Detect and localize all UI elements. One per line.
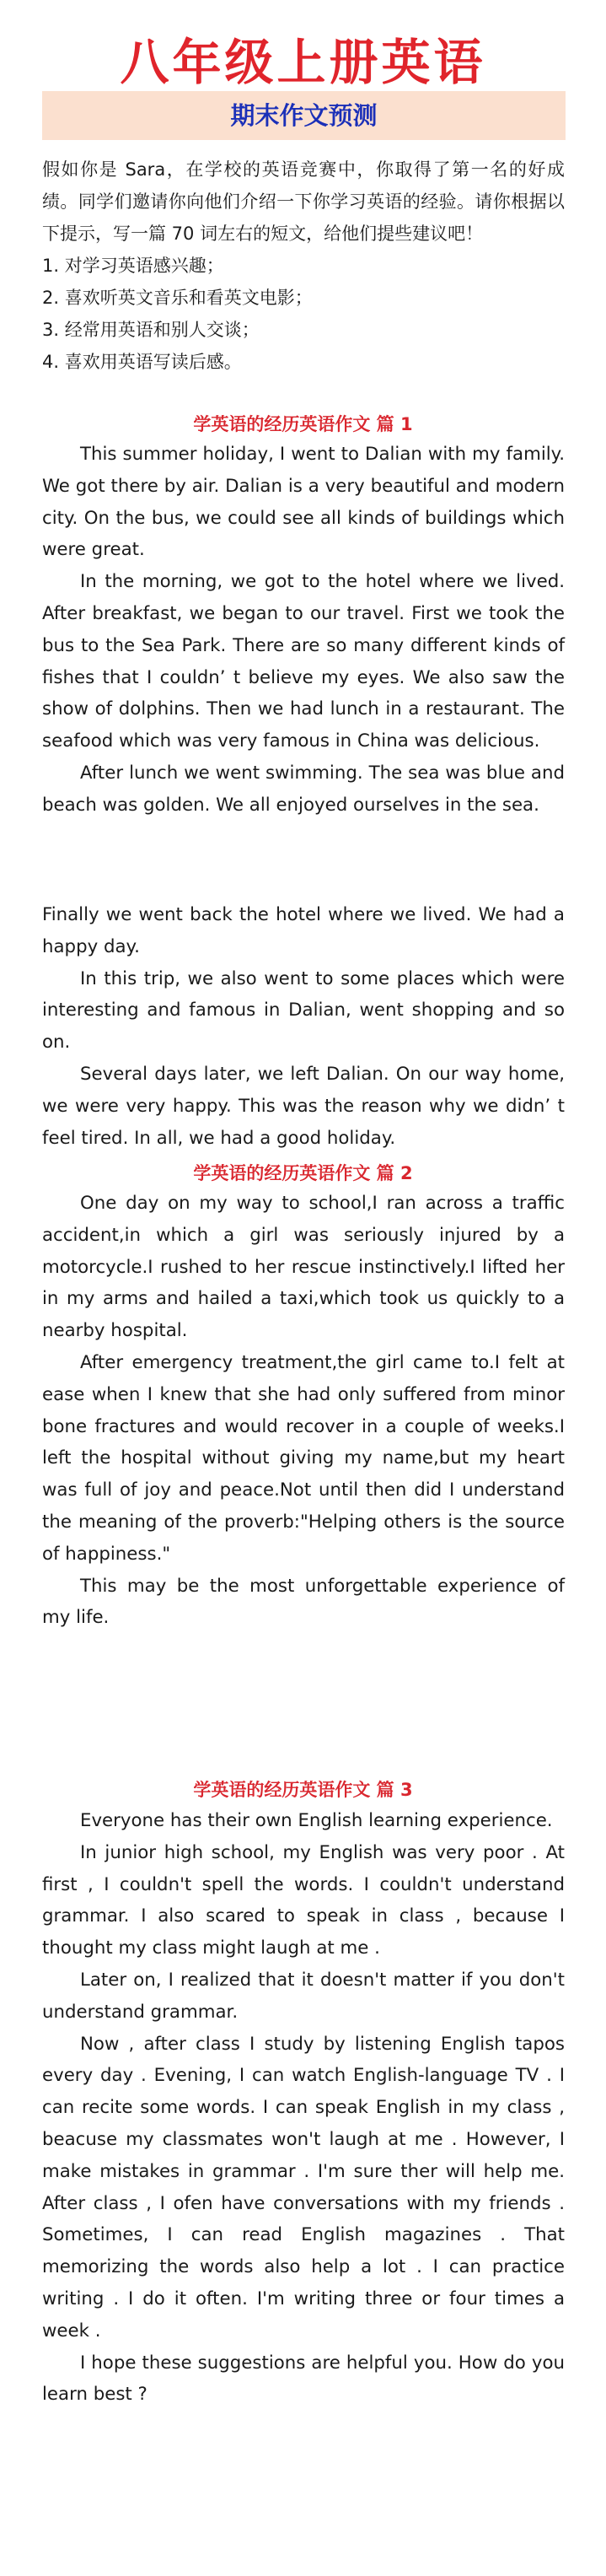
essay-2-body: [42, 1188, 565, 1634]
prompt-tip: 4. 喜欢用英语写读后感。: [42, 352, 242, 372]
essay-3-body: [42, 1805, 565, 2411]
essay-paragraph: In this trip, we also went to some places which were interesting and famous in Dalian, went shopping and so on.: [42, 967, 565, 1054]
prompt-tip: 2. 喜欢听英文音乐和看英文电影；: [42, 288, 313, 308]
essay-paragraph: In junior high school, my English was very poor . At first , I couldn't spell the words. I couldn't understand grammar. I also scared to speak in class , because I thought my class might laugh at me .: [42, 1841, 565, 1959]
essay-3-heading: 学英语的经历英语作文 篇 3: [193, 1780, 413, 1800]
essay-paragraph: Finally we went back the hotel where we lived. We had a happy day.: [42, 904, 565, 957]
essay-paragraph: Everyone has their own English learning experience.: [80, 1810, 553, 1831]
essay-paragraph: Later on, I realized that it doesn't matter if you don't understand grammar.: [42, 1969, 565, 2023]
essay-1-body-part1: [42, 439, 565, 822]
essay-paragraph: In the morning, we got to the hotel where we lived. After breakfast, we began to our travel. First we took the bus to the Sea Park. There are so many different kinds of fishes that I couldn’ t believe my eyes. We also saw the show of dolphins. Then we had lunch in a restaurant. The seafood which was very famous in China was delicious.: [42, 571, 565, 752]
essay-paragraph: Several days later, we left Dalian. On our way home, we were very happy. This was the reason why we didn’ t feel tired. In all, we had a good holiday.: [42, 1063, 565, 1149]
essay-paragraph: After emergency treatment,the girl came to.I felt at ease when I knew that she had only suffered from minor bone fractures and would recover in a couple of weeks.I left the hospital without giving my name,but my heart was full of joy and peace.Not until then did I understand the meaning of the proverb:"Helping others is the source of happiness.": [42, 1351, 565, 1565]
essay-paragraph: This summer holiday, I went to Dalian with my family. We got there by air. Dalian is a very beautiful and modern city. On the bus, we could see all kinds of buildings which were great.: [42, 444, 565, 561]
prompt-tip: 3. 经常用英语和别人交谈；: [42, 320, 260, 340]
section-banner: 期末作文预测: [42, 91, 566, 140]
essay-paragraph: After lunch we went swimming. The sea was blue and beach was golden. We all enjoyed ourselves in the sea.: [42, 762, 565, 816]
essay-2-heading: 学英语的经历英语作文 篇 2: [193, 1163, 413, 1183]
prompt-intro: 假如你是 Sara，在学校的英语竞赛中，你取得了第一名的好成绩。同学们邀请你向他们介绍一下你学习英语的经验。请你根据以下提示，写一篇 70 词左右的短文，给他们提些建议吧！: [42, 159, 565, 244]
essay-paragraph: I hope these suggestions are helpful you. How do you learn best ?: [42, 2352, 565, 2406]
essay-paragraph: One day on my way to school,I ran across a traffic accident,in which a girl was seriously injured by a motorcycle.I rushed to her rescue instinctively.I lifted her in my arms and hailed a taxi,which took us quickly to a nearby hospital.: [42, 1193, 565, 1342]
writing-prompt: [42, 154, 565, 378]
essay-paragraph: This may be the most unforgettable experience of my life.: [42, 1575, 565, 1629]
essay-1-body-part2: [42, 899, 565, 1154]
essay-1-heading: 学英语的经历英语作文 篇 1: [193, 414, 413, 434]
prompt-tip: 1. 对学习英语感兴趣；: [42, 256, 224, 276]
prompt-tips: [42, 250, 565, 378]
essay-paragraph: Now , after class I study by listening English tapos every day . Evening, I can watch English-language TV . I can recite some words. I can speak English in my class , beacuse my classmates won't laugh at me . However, I make mistakes in grammar . I'm sure ther will help me. After class , I ofen have conversations with my friends . Sometimes, I can read English magazines . That memorizing the words also help a lot . I can practice writing . I do it often. I'm writing three or four times a week .: [42, 2033, 565, 2342]
page-title: 八年级上册英语: [120, 34, 486, 91]
